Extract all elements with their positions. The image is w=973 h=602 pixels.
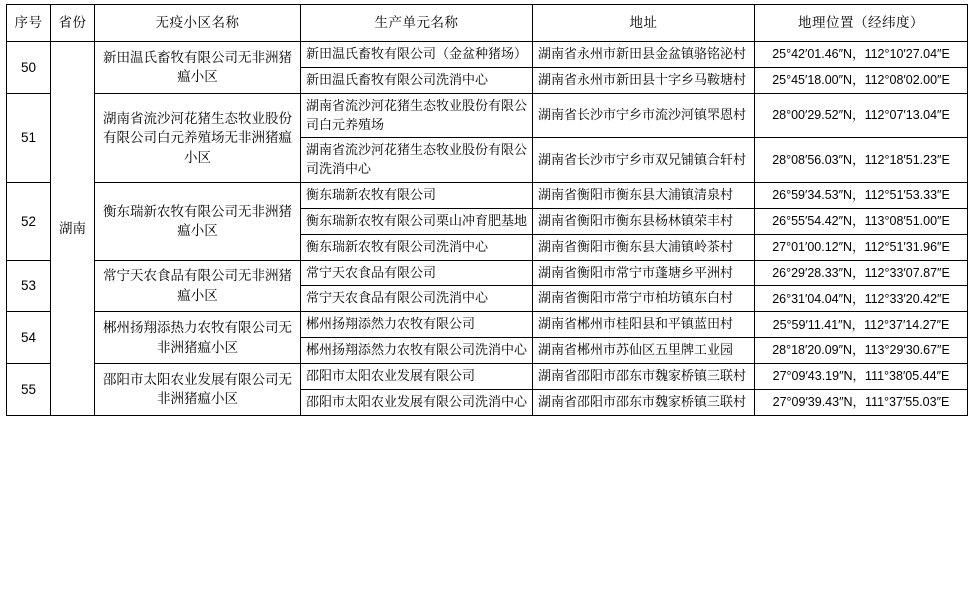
cell-index: 51	[7, 93, 51, 182]
cell-unit-name: 衡东瑞新农牧有限公司	[301, 183, 533, 209]
cell-address: 湖南省长沙市宁乡市双兄铺镇合轩村	[533, 138, 755, 183]
cell-unit-name: 邵阳市太阳农业发展有限公司	[301, 363, 533, 389]
disease-free-zone-table	[6, 4, 968, 416]
cell-geo: 27°09′39.43″N，111°37′55.03″E	[755, 389, 968, 415]
cell-address: 湖南省衡阳市衡东县大浦镇清泉村	[533, 183, 755, 209]
cell-unit-name: 衡东瑞新农牧有限公司洗消中心	[301, 234, 533, 260]
table-row	[7, 363, 968, 389]
cell-unit-name: 新田温氏畜牧有限公司（金盆种猪场）	[301, 42, 533, 68]
cell-geo: 27°01′00.12″N，112°51′31.96″E	[755, 234, 968, 260]
table-row	[7, 260, 968, 286]
cell-geo: 28°18′20.09″N，113°29′30.67″E	[755, 338, 968, 364]
table-row	[7, 312, 968, 338]
cell-unit-name: 常宁天农食品有限公司	[301, 260, 533, 286]
cell-zone-name: 湖南省流沙河花猪生态牧业股份有限公司白元养殖场无非洲猪瘟小区	[95, 93, 301, 182]
cell-index: 53	[7, 260, 51, 312]
cell-unit-name: 衡东瑞新农牧有限公司栗山冲育肥基地	[301, 208, 533, 234]
cell-geo: 25°59′11.41″N，112°37′14.27″E	[755, 312, 968, 338]
cell-address: 湖南省衡阳市常宁市柏坊镇东白村	[533, 286, 755, 312]
cell-address: 湖南省衡阳市衡东县大浦镇岭茶村	[533, 234, 755, 260]
cell-unit-name: 湖南省流沙河花猪生态牧业股份有限公司洗消中心	[301, 138, 533, 183]
cell-address: 湖南省郴州市苏仙区五里牌工业园	[533, 338, 755, 364]
cell-unit-name: 邵阳市太阳农业发展有限公司洗消中心	[301, 389, 533, 415]
column-header-zone: 无疫小区名称	[95, 5, 301, 42]
cell-address: 湖南省郴州市桂阳县和平镇蓝田村	[533, 312, 755, 338]
cell-geo: 25°45′18.00″N，112°08′02.00″E	[755, 67, 968, 93]
column-header-address: 地址	[533, 5, 755, 42]
cell-geo: 25°42′01.46″N，112°10′27.04″E	[755, 42, 968, 68]
cell-address: 湖南省衡阳市常宁市蓬塘乡平洲村	[533, 260, 755, 286]
table-row	[7, 183, 968, 209]
cell-geo: 28°08′56.03″N，112°18′51.23″E	[755, 138, 968, 183]
cell-province: 湖南	[51, 42, 95, 416]
cell-zone-name: 衡东瑞新农牧有限公司无非洲猪瘟小区	[95, 183, 301, 261]
cell-unit-name: 常宁天农食品有限公司洗消中心	[301, 286, 533, 312]
cell-geo: 28°00′29.52″N，112°07′13.04″E	[755, 93, 968, 138]
cell-zone-name: 郴州扬翔添热力农牧有限公司无非洲猪瘟小区	[95, 312, 301, 364]
cell-zone-name: 邵阳市太阳农业发展有限公司无非洲猪瘟小区	[95, 363, 301, 415]
cell-index: 50	[7, 42, 51, 94]
cell-unit-name: 湖南省流沙河花猪生态牧业股份有限公司白元养殖场	[301, 93, 533, 138]
column-header-province: 省份	[51, 5, 95, 42]
cell-geo: 27°09′43.19″N，111°38′05.44″E	[755, 363, 968, 389]
cell-index: 54	[7, 312, 51, 364]
table-row	[7, 93, 968, 138]
cell-index: 55	[7, 363, 51, 415]
cell-unit-name: 郴州扬翔添然力农牧有限公司	[301, 312, 533, 338]
cell-geo: 26°31′04.04″N，112°33′20.42″E	[755, 286, 968, 312]
cell-unit-name: 新田温氏畜牧有限公司洗消中心	[301, 67, 533, 93]
table-header-row	[7, 5, 968, 42]
cell-zone-name: 常宁天农食品有限公司无非洲猪瘟小区	[95, 260, 301, 312]
table-row	[7, 42, 968, 68]
column-header-unit: 生产单元名称	[301, 5, 533, 42]
cell-address: 湖南省永州市新田县金盆镇骆铭泌村	[533, 42, 755, 68]
cell-geo: 26°29′28.33″N，112°33′07.87″E	[755, 260, 968, 286]
cell-address: 湖南省邵阳市邵东市魏家桥镇三联村	[533, 389, 755, 415]
cell-address: 湖南省邵阳市邵东市魏家桥镇三联村	[533, 363, 755, 389]
cell-address: 湖南省永州市新田县十字乡马鞍塘村	[533, 67, 755, 93]
cell-address: 湖南省长沙市宁乡市流沙河镇罘恩村	[533, 93, 755, 138]
column-header-index: 序号	[7, 5, 51, 42]
cell-index: 52	[7, 183, 51, 261]
cell-unit-name: 郴州扬翔添然力农牧有限公司洗消中心	[301, 338, 533, 364]
cell-address: 湖南省衡阳市衡东县杨林镇荣丰村	[533, 208, 755, 234]
document-page	[0, 4, 973, 602]
cell-zone-name: 新田温氏畜牧有限公司无非洲猪瘟小区	[95, 42, 301, 94]
cell-geo: 26°55′54.42″N，113°08′51.00″E	[755, 208, 968, 234]
cell-geo: 26°59′34.53″N，112°51′53.33″E	[755, 183, 968, 209]
column-header-geo: 地理位置（经纬度）	[755, 5, 968, 42]
